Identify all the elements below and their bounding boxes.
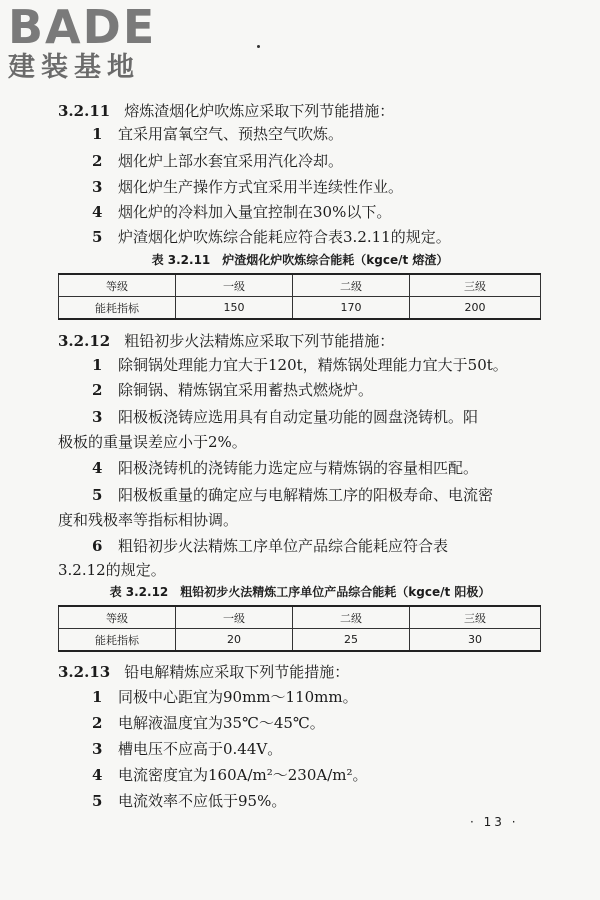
table-3-2-11-caption: 表 3.2.11 炉渣烟化炉吹炼综合能耗（kgce/t 熔渣） xyxy=(151,253,449,267)
table-3-2-12 xyxy=(58,605,541,652)
list-item: 4 电流密度宜为160A/m²～230A/m²。 xyxy=(92,766,368,784)
list-item: 2 烟化炉上部水套宜采用汽化冷却。 xyxy=(92,152,344,170)
list-item: 3 烟化炉生产操作方式宜采用半连续性作业。 xyxy=(92,178,404,196)
list-item: 5 炉渣烟化炉吹炼综合能耗应符合表3.2.11的规定。 xyxy=(92,228,451,246)
section-number: 3.2.11 xyxy=(58,102,111,120)
section-number: 3.2.13 xyxy=(58,663,111,681)
list-item: 1 除铜锅处理能力宜大于120t，精炼锅处理能力宜大于50t。 xyxy=(92,356,508,374)
list-item: 3 槽电压不应高于0.44V。 xyxy=(92,740,283,758)
table-header-row: 等级 一级 二级 三级 xyxy=(59,606,541,629)
list-item-continuation: 3.2.12的规定。 xyxy=(58,561,166,579)
list-item: 4 烟化炉的冷料加入量宜控制在30%以下。 xyxy=(92,203,392,221)
section-3-2-12-heading xyxy=(58,331,394,351)
list-item: 2 除铜锅、精炼锅宜采用蓄热式燃烧炉。 xyxy=(92,381,374,399)
scan-dot xyxy=(257,45,260,48)
section-3-2-13-heading xyxy=(58,662,349,682)
table-3-2-11 xyxy=(58,273,541,320)
section-title: 熔炼渣烟化炉吹炼应采取下列节能措施： xyxy=(124,102,395,120)
list-item: 2 电解液温度宜为35℃～45℃。 xyxy=(92,714,325,732)
table-row: 能耗指标 150 170 200 xyxy=(59,297,541,320)
logo-subtitle: 建装基地 xyxy=(8,52,140,83)
list-item: 1 同极中心距宜为90mm～110mm。 xyxy=(92,688,358,706)
list-item: 5 阳极板重量的确定应与电解精炼工序的阳极寿命、电流密 xyxy=(92,486,494,504)
list-item: 4 阳极浇铸机的浇铸能力选定应与精炼锅的容量相匹配。 xyxy=(92,459,479,477)
bade-logo xyxy=(8,0,178,90)
table-row: 能耗指标 20 25 30 xyxy=(59,629,541,652)
section-title: 粗铅初步火法精炼应采取下列节能措施： xyxy=(124,332,395,350)
list-item: 5 电流效率不应低于95%。 xyxy=(92,792,287,810)
list-item: 1 宜采用富氧空气、预热空气吹炼。 xyxy=(92,125,344,143)
list-item: 6 粗铅初步火法精炼工序单位产品综合能耗应符合表 xyxy=(92,537,449,555)
table-3-2-12-caption: 表 3.2.12 粗铅初步火法精炼工序单位产品综合能耗（kgce/t 阳极） xyxy=(109,585,491,599)
table-header-row: 等级 一级 二级 三级 xyxy=(59,274,541,297)
section-title: 铅电解精炼应采取下列节能措施： xyxy=(124,663,350,681)
list-item-continuation: 度和残极率等指标相协调。 xyxy=(58,511,239,529)
section-3-2-11-heading xyxy=(58,101,394,121)
page-number: · 13 · xyxy=(470,815,519,829)
list-item: 3 阳极板浇铸应选用具有自动定量功能的圆盘浇铸机。阳 xyxy=(92,408,479,426)
list-item-continuation: 极板的重量误差应小于2%。 xyxy=(58,433,247,451)
logo-mark: BADE xyxy=(8,0,157,54)
section-number: 3.2.12 xyxy=(58,332,111,350)
